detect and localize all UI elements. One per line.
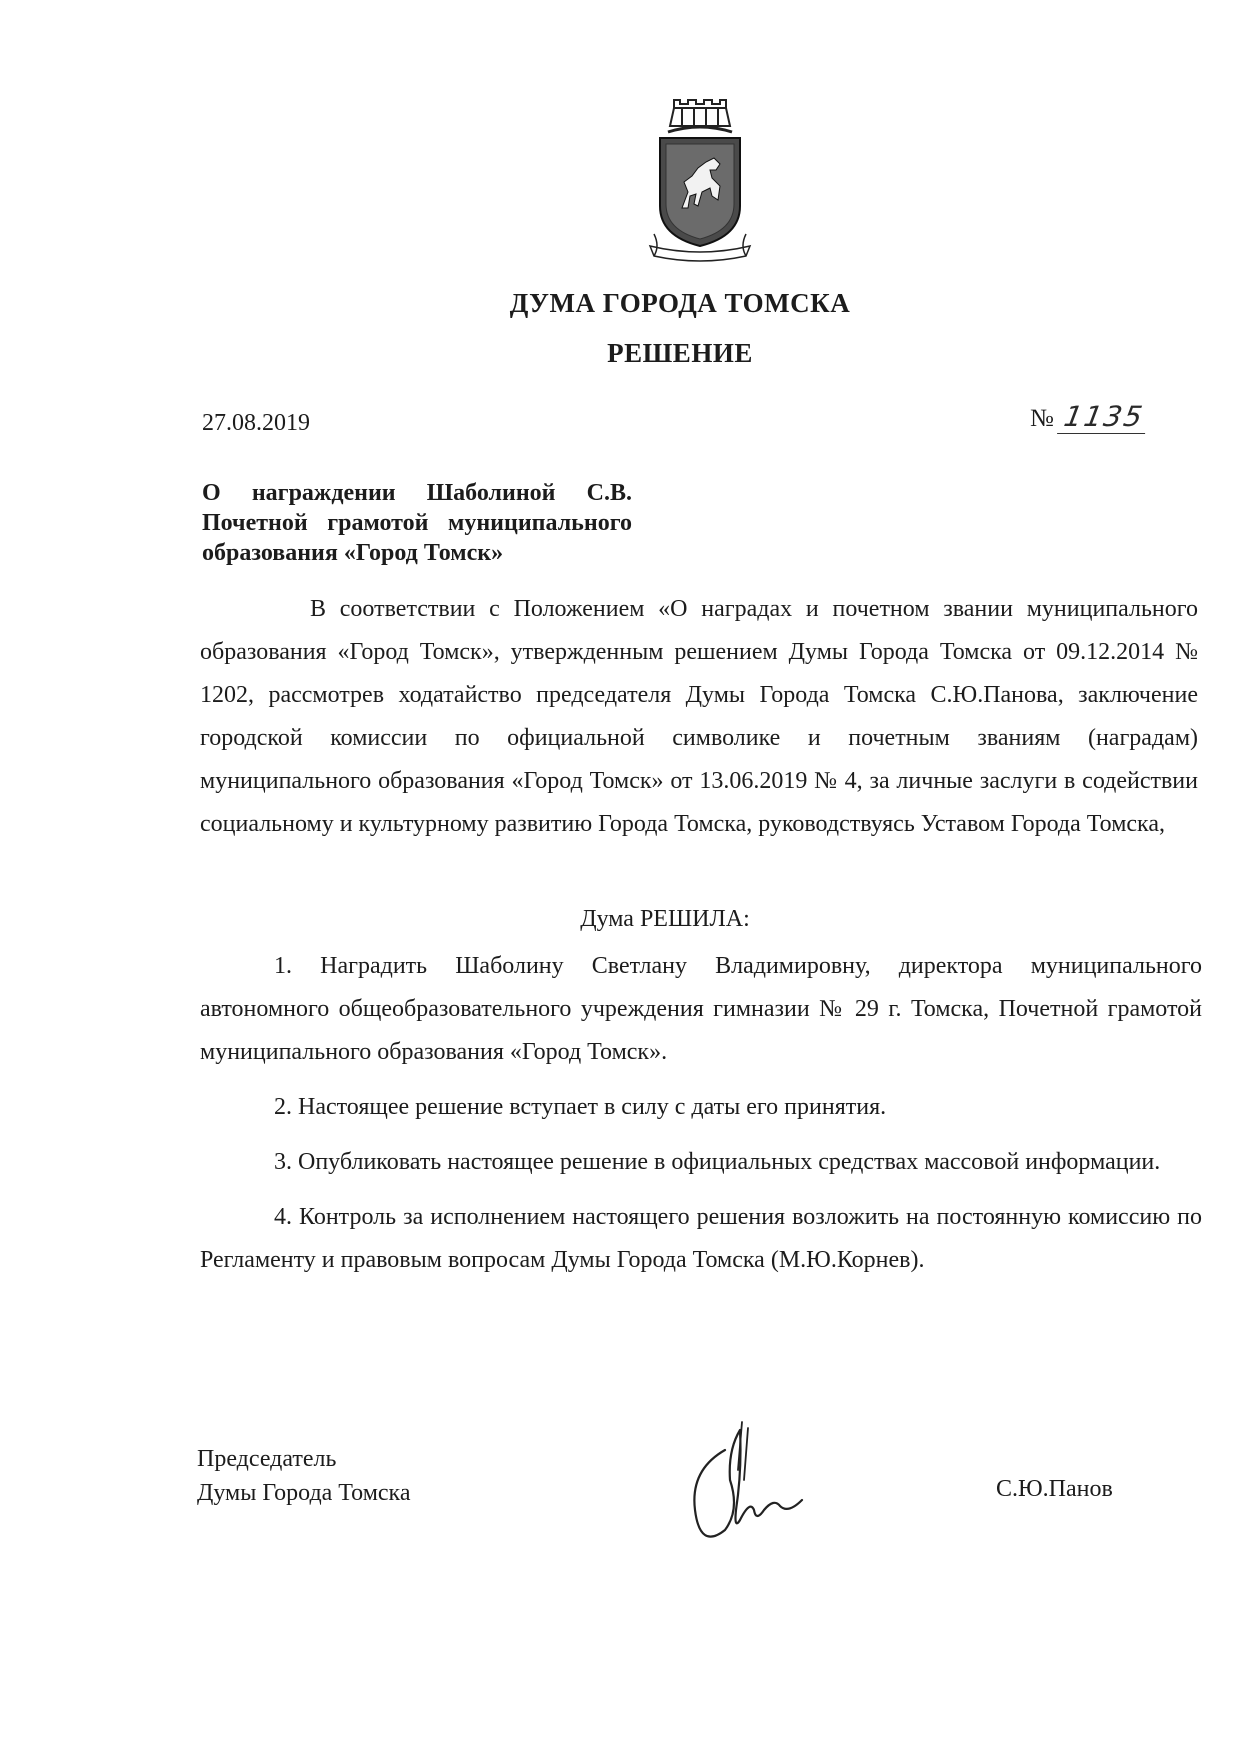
decision-item: 4. Контроль за исполнением настоящего решения возложить на постоянную комиссию по Регламенту и правовым вопросам Думы Города Томска (М.Ю.Корнев). (200, 1204, 1202, 1273)
document-number (1030, 400, 1148, 434)
decided-label: Дума РЕШИЛА: (580, 906, 750, 932)
document-date: 27.08.2019 (202, 410, 310, 436)
handwritten-signature-icon (670, 1410, 810, 1560)
signatory-name: С.Ю.Панов (996, 1476, 1113, 1502)
organization-title: ДУМА ГОРОДА ТОМСКА (509, 288, 851, 318)
position-line: Председатель (197, 1446, 337, 1472)
number-sign: № (1030, 405, 1054, 432)
decision-item: 1. Наградить Шаболину Светлану Владимировну, директора муниципального автономного общеобразовательного учреждения гимназии № 29 г. Томска, Почетной грамотой муниципального образования «Город Томск». (200, 953, 1202, 1065)
decision-item: 3. Опубликовать настоящее решение в официальных средствах массовой информации. (274, 1149, 1161, 1175)
subject-line: Почетной грамотой муниципального (202, 510, 632, 536)
tomsk-coat-of-arms-icon (640, 96, 760, 266)
decision-items (200, 945, 1202, 1294)
preamble-paragraph: В соответствии с Положением «О наградах и почетном звании муниципального образования «Город Томск», утвержденным решением Думы Города Томска от 09.12.2014 № 1202, рассмотрев ходатайство председателя Думы Города Томска С.Ю.Панова, заключение городской комиссии по официальной символике и почетным званиям (наградам) муниципального образования «Город Томск» от 13.06.2019 № 4, за личные заслуги в содействии социальному и культурному развитию Города Томска, руководствуясь Уставом Города Томска, (200, 596, 1198, 837)
signatory-position (197, 1442, 411, 1510)
subject-line: О награждении Шаболиной С.В. (202, 480, 632, 506)
preamble-block (200, 588, 1198, 846)
document-type-title: РЕШЕНИЕ (607, 338, 753, 368)
decision-item: 2. Настоящее решение вступает в силу с даты его принятия. (274, 1094, 887, 1120)
subject-line: образования «Город Томск» (202, 540, 504, 566)
position-line: Думы Города Томска (197, 1480, 411, 1506)
subject-heading (202, 478, 632, 568)
number-value: 1135 (1057, 400, 1151, 434)
